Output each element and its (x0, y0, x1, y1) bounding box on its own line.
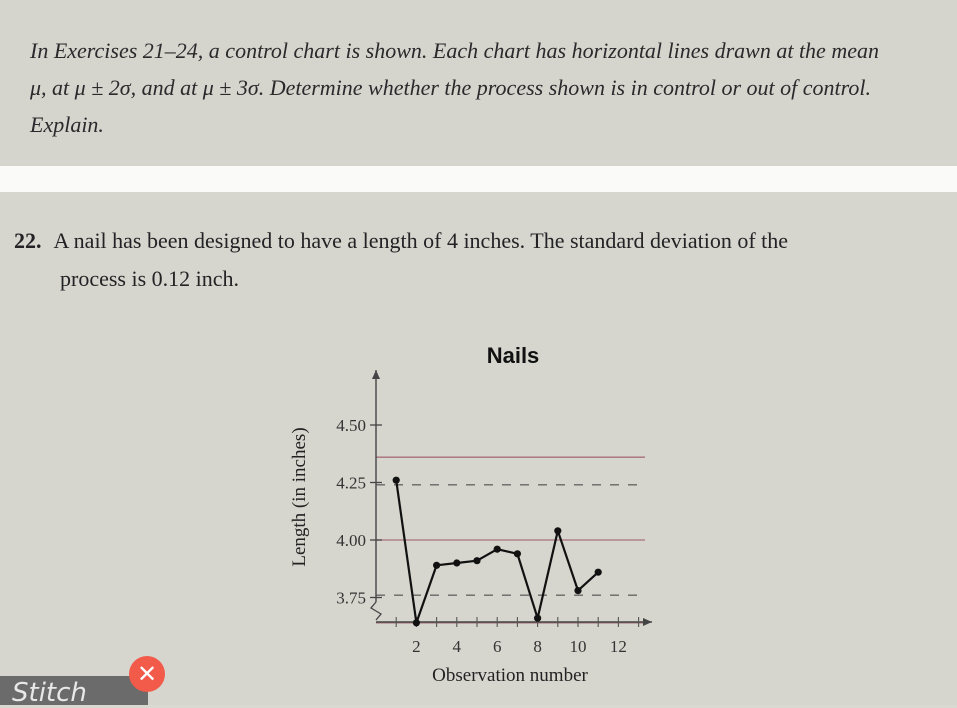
data-point (595, 569, 602, 576)
x-axis-label: Observation number (432, 665, 588, 686)
x-tick-label: 4 (452, 637, 462, 656)
problem-number: 22. (14, 228, 42, 253)
y-axis-arrow (372, 370, 380, 379)
problem-line-1: A nail has been designed to have a length of 4 inches. The standard deviation of the (53, 228, 789, 253)
x-tick-label: 12 (609, 637, 627, 656)
chart-title: Nails (486, 343, 540, 368)
x-tick-label: 2 (412, 637, 421, 656)
data-point (413, 619, 420, 626)
data-point (473, 557, 480, 564)
data-point (574, 587, 581, 594)
intro-line-2: μ, at μ ± 2σ, and at μ ± 3σ. Determine whether the process shown is in control or out of control. (30, 75, 871, 100)
data-point (534, 615, 541, 622)
intro-line-3: Explain. (30, 112, 104, 137)
data-point (494, 546, 501, 553)
intro-line-1: In Exercises 21–24, a control chart is shown. Each chart has horizontal lines drawn at the mean (30, 38, 879, 63)
y-tick-label: 4.50 (336, 416, 366, 435)
y-tick-label: 4.00 (336, 531, 366, 550)
x-tick-label: 8 (533, 637, 542, 656)
data-point (453, 559, 460, 566)
x-axis-arrow (643, 618, 652, 626)
problem-line-2: process is 0.12 inch. (60, 266, 240, 291)
close-icon[interactable]: ✕ (129, 656, 165, 692)
y-tick-label: 3.75 (336, 588, 366, 608)
data-point (433, 562, 440, 569)
data-point (393, 477, 400, 484)
y-tick-label: 4.25 (336, 473, 366, 493)
data-point (554, 527, 561, 534)
stitch-label: Stitch (12, 678, 87, 708)
stitch-overlay-bar (0, 676, 148, 708)
y-axis-label: Length (in inches) (289, 427, 310, 567)
x-tick-label: 6 (492, 637, 502, 656)
axis-break-symbol (371, 602, 381, 620)
data-point (514, 550, 521, 557)
x-tick-label: 10 (569, 637, 587, 656)
